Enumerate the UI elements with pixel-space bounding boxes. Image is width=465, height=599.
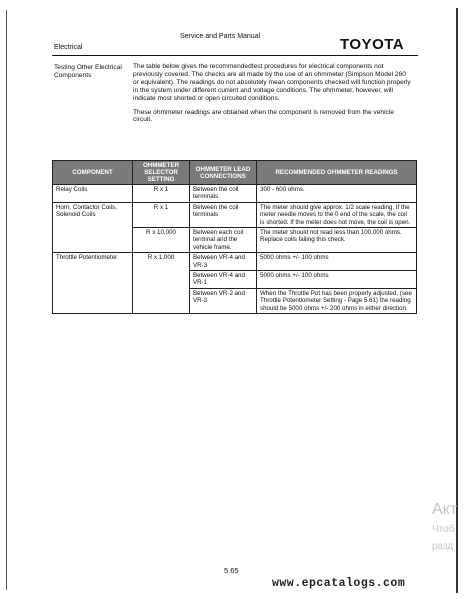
intro-paragraph-2: These ohmmeter readings are obtained when the component is removed from the vehicle circuit. bbox=[133, 108, 394, 124]
reading-cell: 5000 ohms +/- 100 ohms bbox=[257, 253, 417, 271]
page-border-left bbox=[6, 10, 7, 590]
leads-cell: Between VR-2 and VR-3 bbox=[190, 288, 257, 313]
setting-cell: R x 10,000 bbox=[133, 228, 190, 253]
reading-cell: 300 - 600 ohms. bbox=[257, 185, 417, 203]
reading-cell: When the Throttle Pot has been properly adjusted, (see Throttle Potentiometer Setting - Page 5.61) the reading should be 5000 ohms +/- 200 ohms in either direction. bbox=[257, 288, 417, 313]
leads-cell: Between each coil terminal and the vehicle frame. bbox=[190, 228, 257, 253]
watermark-url[interactable]: www.epcatalogs.com bbox=[272, 577, 406, 590]
overlay-line-2: Чтоб bbox=[432, 524, 455, 535]
side-heading: Testing Other Electrical Components bbox=[54, 64, 122, 79]
header-rule bbox=[52, 55, 418, 56]
reading-cell: 5000 ohms +/- 100 ohms bbox=[257, 271, 417, 289]
leads-cell: Between VR-4 and VR-1 bbox=[190, 271, 257, 289]
manual-title: Service and Parts Manual bbox=[180, 33, 261, 40]
ohmmeter-table bbox=[52, 160, 417, 314]
reading-cell: The meter should give approx. 1/2 scale reading. If the meter needle moves to the 0 end of the scale, the coil is shorted. If the meter does not move, the coil is open. bbox=[257, 202, 417, 227]
setting-cell: R x 1 bbox=[133, 202, 190, 227]
leads-cell: Between VR-4 and VR-3 bbox=[190, 253, 257, 271]
header-component: COMPONENT bbox=[53, 161, 133, 185]
intro-text bbox=[133, 63, 411, 130]
page-number: 5.65 bbox=[224, 566, 239, 575]
table-row bbox=[53, 185, 417, 203]
table-header-row bbox=[53, 161, 417, 185]
section-name: Electrical bbox=[54, 44, 83, 51]
component-cell: Horn, Contactor Coils, Solenoid Coils bbox=[53, 202, 133, 252]
brand-logo: TOYOTA bbox=[340, 36, 405, 53]
overlay-line-1: Акт bbox=[432, 501, 458, 518]
table-row bbox=[53, 253, 417, 271]
intro-paragraph-1: The table below gives the recommendedtest procedures for electrical components not previously covered. The checks are all made by the use of an ohmmeter (Simpson Model 260 or equivalent). The readings do not absolutely mean components checked will function properly in the system under different current and voltage conditions. The ohmmeter, however, will indicate most shorted or open circuited conditions. bbox=[133, 63, 411, 102]
setting-cell: R x 1 bbox=[133, 185, 190, 203]
reading-cell: The meter should not read less than 100,000 ohms. Replace coils failing this check. bbox=[257, 228, 417, 253]
activation-overlay bbox=[432, 502, 457, 552]
setting-cell: R x 1,000 bbox=[133, 253, 190, 314]
header-selector-setting: OHMMETER SELECTOR SETTING bbox=[133, 161, 190, 185]
leads-cell: Between the coil terminals bbox=[190, 185, 257, 203]
component-cell: Relay Coils bbox=[53, 185, 133, 203]
table-row bbox=[53, 202, 417, 227]
header-lead-connections: OHMMETER LEAD CONNECTIONS bbox=[190, 161, 257, 185]
overlay-line-3: разд bbox=[432, 541, 454, 552]
header-recommended-readings: RECOMMENDED OHMMETER READINGS bbox=[257, 161, 417, 185]
leads-cell: Between the coil terminals bbox=[190, 202, 257, 227]
component-cell: Throttle Potentiometer bbox=[53, 253, 133, 314]
